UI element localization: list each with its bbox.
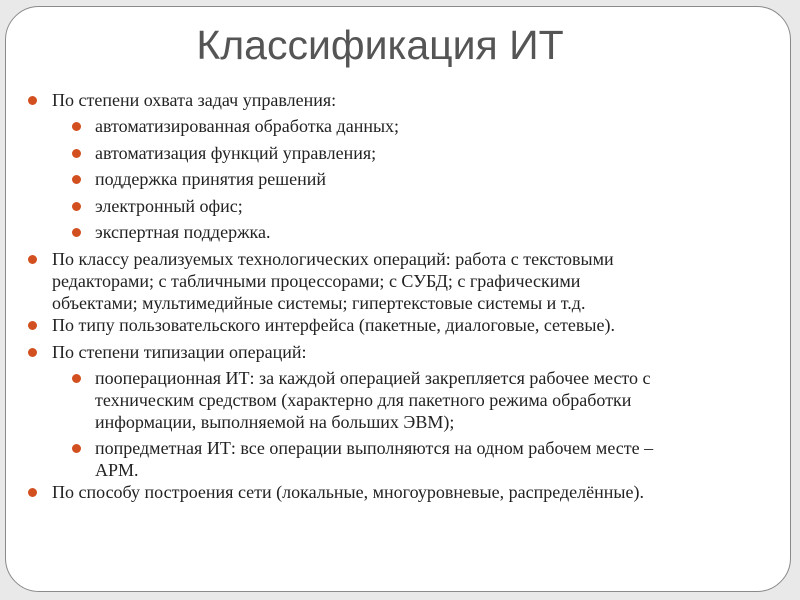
sub-list-item: [95, 367, 651, 433]
item-text-line: автоматизированная обработка данных;: [95, 116, 400, 136]
item-text-line: электронный офис;: [95, 196, 243, 216]
item-text-line: техническим средством (характерно для пакетного режима обработки: [95, 390, 632, 410]
bullet-icon: [72, 149, 81, 158]
item-text-line: попредметная ИТ: все операции выполняются на одном рабочем месте –: [95, 438, 654, 458]
item-text-line: По классу реализуемых технологических операций: работа с текстовыми: [52, 249, 614, 269]
item-text-line: экспертная поддержка.: [95, 222, 271, 242]
list-item: [52, 481, 644, 503]
item-text-line: объектами; мультимедийные системы; гипертекстовые системы и т.д.: [52, 293, 586, 313]
item-text-line: По способу построения сети (локальные, многоуровневые, распределённые).: [52, 482, 644, 502]
item-text-line: АРМ.: [95, 460, 139, 480]
bullet-icon: [28, 255, 37, 264]
sub-list-item: [95, 195, 243, 217]
bullet-icon: [72, 122, 81, 131]
list-item: [52, 341, 307, 363]
item-text-line: пооперационная ИТ: за каждой операцией закрепляется рабочее место с: [95, 368, 651, 388]
list-item: [52, 248, 614, 314]
bullet-icon: [72, 444, 81, 453]
item-text-line: редакторами; с табличными процессорами; с СУБД; с графическими: [52, 271, 581, 291]
bullet-icon: [28, 488, 37, 497]
item-text-line: автоматизация функций управления;: [95, 143, 377, 163]
item-text-line: поддержка принятия решений: [95, 169, 327, 189]
bullet-icon: [72, 374, 81, 383]
sub-list-item: [95, 142, 376, 164]
bullet-icon: [72, 175, 81, 184]
item-text-line: По степени охвата задач управления:: [52, 90, 337, 110]
slide-title: Классификация ИТ: [196, 22, 564, 68]
item-text-line: По степени типизации операций:: [52, 342, 307, 362]
item-text-line: информации, выполняемой на больших ЭВМ);: [95, 412, 455, 432]
list-item: [52, 89, 336, 111]
sub-list-item: [95, 221, 270, 243]
list-item: [52, 314, 615, 336]
bullet-icon: [72, 228, 81, 237]
bullet-icon: [28, 321, 37, 330]
bullet-icon: [72, 202, 81, 211]
sub-list-item: [95, 437, 653, 481]
bullet-icon: [28, 96, 37, 105]
sub-list-item: [95, 168, 326, 190]
item-text-line: По типу пользовательского интерфейса (пакетные, диалоговые, сетевые).: [52, 315, 615, 335]
bullet-icon: [28, 348, 37, 357]
sub-list-item: [95, 115, 399, 137]
